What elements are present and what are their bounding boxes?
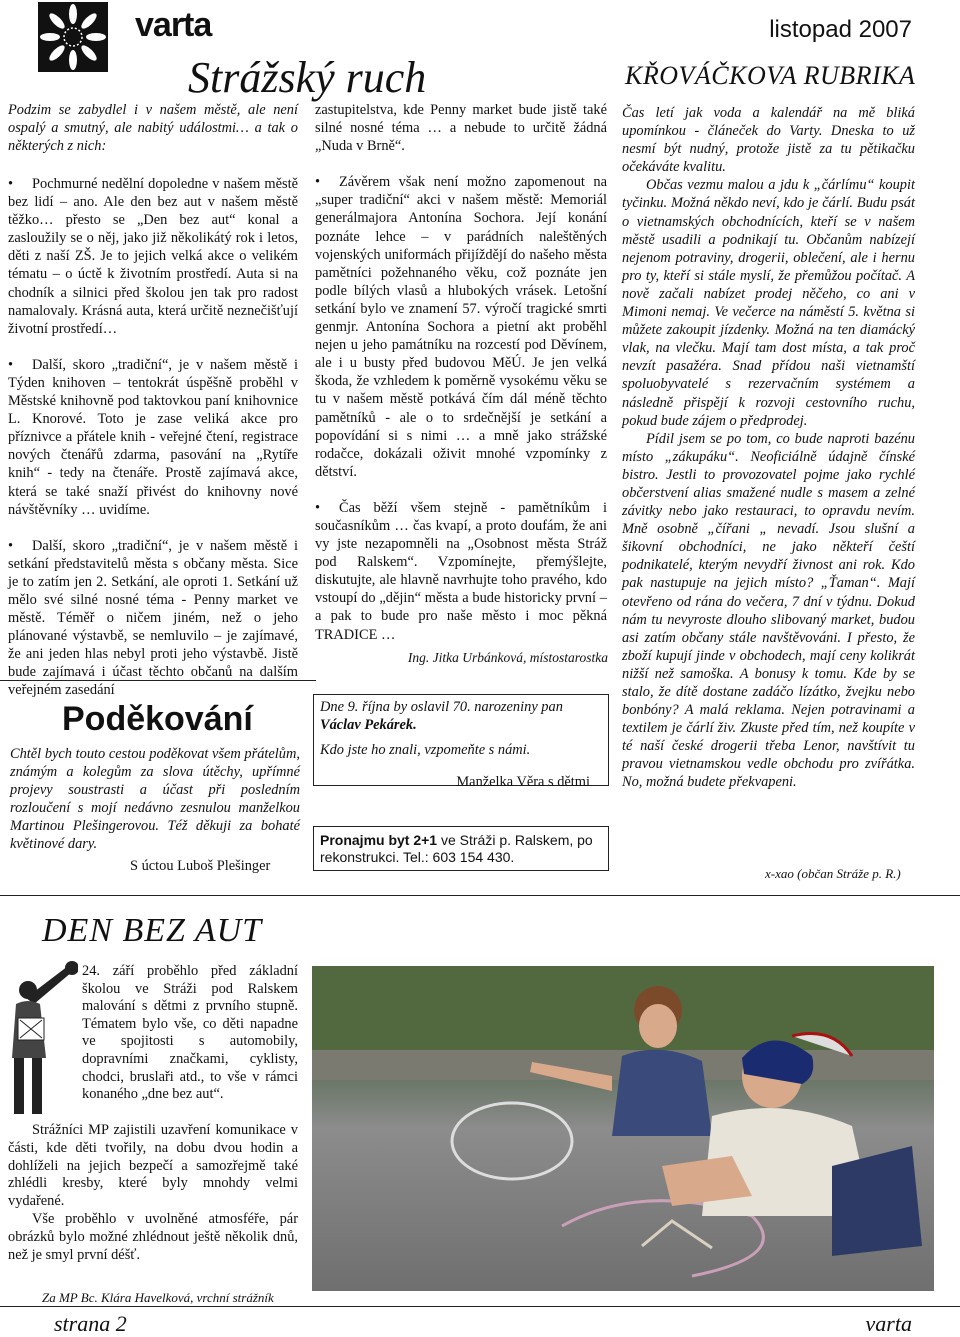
thanks-text: Chtěl bych touto cestou poděkovat všem přátelům, známým a kolegům za slova útěchy, upřímné projevy soustrasti a účast při posledním rozloučení s mojí nedávno zesnulou manželkou Martinou Plešingerovou. Též děkuji za bohaté květinové dary.	[10, 746, 300, 852]
section-title: Strážský ruch	[188, 53, 427, 102]
col3-signature: x-xao (občan Stráže p. R.)	[765, 866, 901, 881]
intro-paragraph: Podzim se zabydlel i v našem městě, ale není ospalý a smutný, ale nabitý událostmi… a tak o některých z nich:	[8, 102, 298, 155]
thanks-title: Poděkování	[62, 700, 253, 738]
rubrika-title: KŘOVÁČKOVA RUBRIKA	[625, 61, 916, 90]
den-bez-aut-title: DEN BEZ AUT	[42, 912, 263, 949]
trumpeter-icon	[6, 958, 78, 1118]
photo-children-drawing	[312, 966, 934, 1291]
den-bez-aut-text1: 24. září proběhlo před základní školou ve Stráži pod Ralskem malování s dětmi z prvního stupně. Tématem bylo vše, co děti napadne ve spojitosti s automobily, dopravními značkami, cyklisty, chodci, bruslaři atd., to vše v rámci konaného „dne bez aut“.	[82, 963, 298, 1103]
list-item: • Další, skoro „tradiční“, je v našem městě i setkání představitelů města s občany města. Sice je to zatím jen 2. Setkání, ale oproti 1. Setkání už mělo své silné nosné téma - Penny market ve městě. Téměř o ničem jiném, než o jeho plánované výstavbě, se nemluvilo – je zajímavé, že ani jeden hlas nebyl proti jeho výstavbě. Jistě bude zajímavá i účast těchto občanů na dalším veřejném zasedání	[8, 537, 298, 699]
footer-name: varta	[865, 1311, 912, 1336]
col3-text: Čas letí jak voda a kalendář na mě bliká upomínkou - článeček do Varty. Dneska to už nesmí být nudný, protože jistě za tu pětikačku očekáváte kvalitu. Občas vezmu malou a jdu k „čárlímu“ koupit tyčinku. Možná někdo neví, kdo je čárlí. Budu psát o vietnamských obchodnících, kteří se v našem městě usadili a podnikají tu. Občanům nabízejí nejenom potraviny, drogerii, oblečení, ale i hernu pro ty, kteří si stále myslí, že přemůžou počítač. A nově začali nabízet prodej něčeho, co ani v Mimoni nemaj. Ve večerce na náměstí 5. května si můžete zakoupit jízdenky. Možná na ten diamácký vlak, na vlečku. Mají tam dost místa, a tak proč nevzít pasažéra. Snad přídou naši vietnamští spoluobyvatelé s rezervačním systémem a následně přispějí k rozvoji cestovního ruchu, pokud bude zájem o předprodej. Pídil jsem se po tom, co bude naproti bazénu místo „zákupáku“. Neoficiálně údajně čínské bistro. Jestli to provozovatel pojme jako rychlé občerstvení alias smažené nudle s masem a zelné závitky nebo jako restauraci, to opravdu nevím. Mně osobně „čířani „ nevadí. Jsou slušní a šikovní obchodníci, ne jako někteří čeští podnikatelé, kterým nevydří živnost ani rok. Kdo pak nastupuje na jejich místo? „Ťaman“. Mají otevřeno od rána do večera, 7 dní v týdnu. Dokud nám tu nevyroste dlouho slibovaný market, budou asi zatím občany stále navštěvováni. I přesto, že zboží kupují jinde v obchodech, mají ceny kolikrát nižší než samoška. A bonusy k tomu. Kde by se stalo, že dítě dostane zadáčo lízátko, žvejku nebo bonbóny? A malá reklama. Nejen potravinami a textilem je čárlí živ. Zkuste před tím, než koupíte v té naší české drogerii třeba Lenor, navštívit tu pravou vietnamskou vedle obchodu pro zvířátka. No, možná budete překvapeni.	[622, 105, 915, 791]
divider	[0, 1306, 960, 1307]
list-item: • Čas běží všem stejně - pamětníkům i současníkům … čas kvapí, a proto doufám, že ani vy jste nezapomněli na „Osobnost města Stráž pod Ralskem“. Vzpomínejte, přemýšlejte, diskutujte, ale hlavně navrhujte toho pravého, kdo vstoupí do „dějin“ města a bude historicky první – a pak to bude pro naše město i moc pěkná TRADICE …	[315, 499, 607, 643]
list-item: • Další, skoro „tradiční“, je v našem městě i Týden knihoven – tentokrát úspěšně proběhl v Městské knihovně pod taktovkou paní knihovnice L. Knorové. Toto je zase veliká akce pro příznivce a přátele knih - veřejné čtení, registrace nových čtenářů zdarma, pasování na „Rytíře knih“ - tedy na čtenáře. Prostě zajímavá akce, která se také snaží přivést do knihovny nové návštěvníky … uvidíme.	[8, 356, 298, 518]
sunflower-logo-icon	[38, 2, 108, 72]
page-number: strana 2	[54, 1311, 127, 1336]
divider	[0, 895, 960, 896]
list-item: • Závěrem však není možno zapomenout na „super tradiční“ akci v našem městě: Memoriál generálmajora Antonína Sochora. Její konání poznáte lehce – v parádních naleštěných vojenských uniformách přijíždějí do našeho města pamětníci požehnaného věku, což poznáte jen podle bílých vlasů a hlubokých vrásek. Letošní setkání bylo ve znamení 57. výročí tragické smrti genmjr. Antonína Sochora a pietní akt proběhl nejen u jeho památníku na rozcestí pod Děvínem, ale i u busty před budovou MěÚ. Je jen velká škoda, že vzhledem k poměrně vysokému věku se tu v našem městě potkává čím dál méně těchto pamětníků - ale o to srdečnější je setkání a popovídání si s nimi … a mně jako strážské rodačce, dokázali oživit mnohé vzpomínky z dětství.	[315, 174, 607, 480]
masthead: varta	[135, 6, 212, 44]
col2-text: zastupitelstva, kde Penny market bude jistě také silné nosné téma … a nebude to určitě žádná „Nuda v Brně“. • Závěrem však není možno zapomenout na „super tradiční“ akci v našem městě: Memoriál generálmajora Antonína Sochora. Její konání poznáte lehce – v parádních naleštěných vojenských uniformách přijíždějí do našeho města pamětníci požehnaného věku, což poznáte jen podle bílých vlasů a hlubokých vrásek. Letošní setkání bylo ve znamení 57. výročí tragické smrti genmjr. Antonína Sochora a pietní akt proběhl nejen u jeho památníku na rozcestí pod Děvínem, ale i u busty před budovou MěÚ. Je jen velká škoda, že vzhledem k poměrně vysokému věku se tu v našem městě potkává čím dál méně těchto pamětníků - ale o to srdečnější je setkání a popovídání si s nimi … a mně jako strážské rodačce, dokázali oživit mnohé vzpomínky z dětství. • Čas běží všem stejně - pamětníkům i současníkům … čas kvapí, a proto doufám, že ani vy jste nezapomněli na „Osobnost města Stráž pod Ralskem“. Vzpomínejte, přemýšlejte, diskutujte, ale hlavně navrhujte toho pravého, kdo vstoupí do „dějin“ města a bude historicky první – a pak to bude pro naše město i moc pěkná TRADICE …	[315, 102, 607, 643]
col2-signature: Ing. Jitka Urbánková, místostarostka	[407, 650, 608, 665]
rent-ad-box: Pronajmu byt 2+1 ve Stráži p. Ralskem, po rekonstrukci. Tel.: 603 154 430.	[313, 826, 609, 871]
col1-text	[8, 175, 298, 700]
list-item: • Pochmurné nedělní dopoledne v našem městě bez lidí – ano. Ale den bez aut v našem městě těžko… přesto se „Den bez aut“ konal a zasloužily se o něj, jako již několikátý rok i letos, děti z naší ZŠ. Je to jejich velká akce o velikém tématu – o úctě k životním prostředí. Auta si na chodník a silnici před školou jen tak pro radost namalovaly. Krásná auta, která určitě neznečišťují životní prostředí…	[8, 176, 298, 337]
thanks-signature: S úctou Luboš Plešinger	[130, 858, 271, 874]
den-bez-aut-text2: Strážníci MP zajistili uzavření komunikace v části, kde děti tvořily, na dobu dvou hodin a dohlíželi na jejich bezpečí a samozřejmě také zhlédli kresby, které byly mnohdy velmi vydařené. Vše proběhlo v uvolněné atmosféře, pár obrázků bylo možné zhlédnout ještě několik dnů, než je smyl první déšť.	[8, 1122, 298, 1263]
divider	[0, 680, 316, 681]
issue-date: listopad 2007	[769, 16, 912, 43]
den-bez-aut-signature: Za MP Bc. Klára Havelková, vrchní strážník	[42, 1290, 274, 1305]
birthday-box: Dne 9. října by oslavil 70. narozeniny pan Václav Pekárek. Kdo jste ho znali, vzpomeňte s námi. Manželka Věra s dětmi	[313, 694, 609, 786]
